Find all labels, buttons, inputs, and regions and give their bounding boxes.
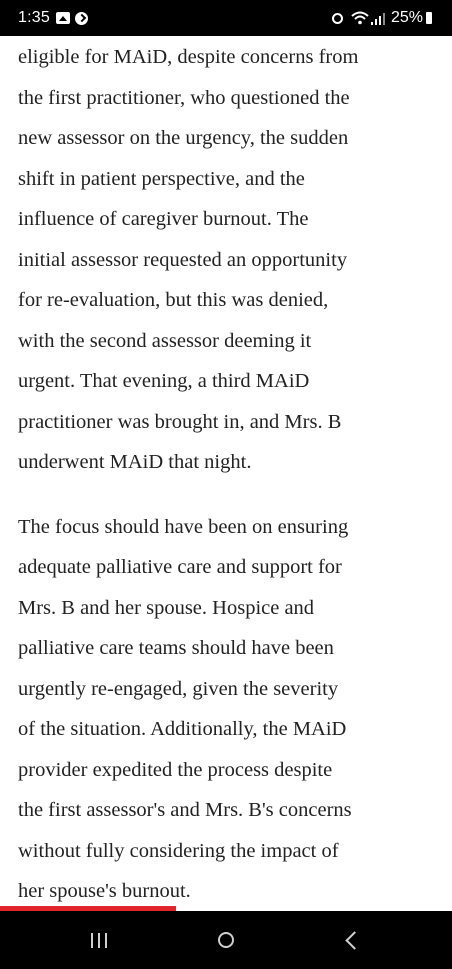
- text-line: palliative care teams should have been: [18, 637, 334, 659]
- message-icon: [75, 12, 88, 25]
- gallery-icon: [56, 12, 70, 24]
- back-button[interactable]: [306, 911, 396, 969]
- home-button[interactable]: [181, 911, 271, 969]
- text-line: her spouse's burnout.: [18, 880, 191, 902]
- text-line: provider expedited the process despite: [18, 758, 333, 781]
- navigation-bar: [0, 911, 452, 969]
- text-line: adequate palliative care and support for: [18, 556, 342, 578]
- text-line: urgently re-engaged, given the severity: [18, 677, 339, 700]
- home-icon: [218, 932, 234, 948]
- text-line: Mrs. B and her spouse. Hospice and: [18, 596, 315, 619]
- signal-icon: [371, 12, 385, 25]
- text-line: influence of caregiver burnout. The: [18, 208, 309, 230]
- alarm-icon: [332, 13, 343, 24]
- text-line: underwent MAiD that night.: [18, 451, 252, 473]
- text-line: of the situation. Additionally, the MAiD: [18, 718, 347, 740]
- text-line: urgent. That evening, a third MAiD: [18, 370, 310, 392]
- back-icon: [345, 931, 363, 949]
- status-time: 1:35: [18, 9, 50, 26]
- text-line: eligible for MAiD, despite concerns from: [18, 46, 359, 68]
- text-line: new assessor on the urgency, the sudden: [18, 127, 349, 149]
- article-paragraph: [18, 37, 438, 483]
- article-paragraph: [18, 507, 438, 912]
- battery-icon: [426, 12, 432, 24]
- article-body: [18, 37, 438, 912]
- text-line: the first assessor's and Mrs. B's concerns: [18, 799, 352, 821]
- text-line: practitioner was brought in, and Mrs. B: [18, 410, 342, 433]
- text-line: for re-evaluation, but this was denied,: [18, 289, 329, 311]
- text-line: the first practitioner, who questioned the: [18, 86, 350, 109]
- battery-level: 25%: [390, 9, 423, 26]
- status-bar: [0, 0, 452, 36]
- text-line: shift in patient perspective, and the: [18, 167, 305, 190]
- status-right: [332, 9, 432, 27]
- recents-button[interactable]: [54, 911, 144, 969]
- text-line: without fully considering the impact of: [18, 839, 339, 862]
- status-left: [18, 9, 88, 27]
- recents-icon: [91, 933, 107, 948]
- text-line: The focus should have been on ensuring: [18, 515, 349, 538]
- text-line: with the second assessor deeming it: [18, 329, 312, 352]
- text-line: initial assessor requested an opportunity: [18, 248, 348, 271]
- wifi-icon: [351, 11, 369, 25]
